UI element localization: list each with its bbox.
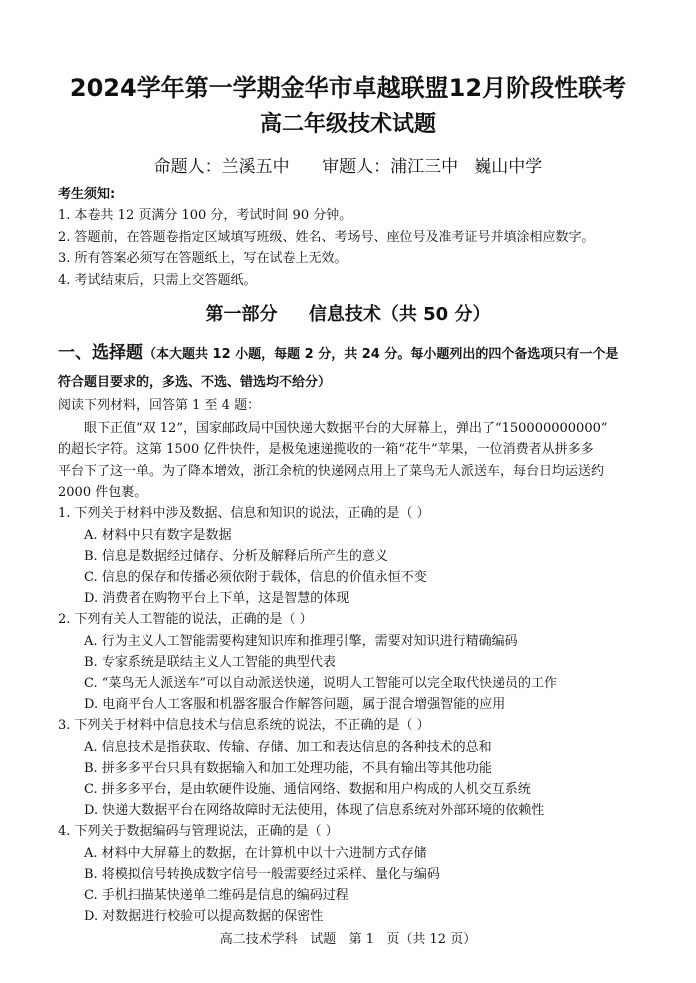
- authors-line: 命题人：兰溪五中 审题人：浦江三中 巍山中学: [153, 157, 543, 177]
- question-option: D. 快递大数据平台在网络故障时无法使用，体现了信息系统对外部环境的依赖性: [84, 803, 545, 818]
- question-option: A. 材料中大屏幕上的数据，在计算机中以十六进制方式存储: [84, 846, 427, 861]
- reading-intro: 阅读下列材料，回答第 1 至 4 题：: [58, 398, 261, 413]
- passage-line: 的超长字符。这第 1500 亿件快件，是极兔速递揽收的一箱“花牛”苹果，一位消费者从拼多多: [58, 442, 594, 457]
- mcq-heading-instructions: （本大题共 12 小题，每题 2 分，共 24 分。每小题列出的四个备选项只有一个是: [143, 347, 619, 362]
- mcq-heading: [58, 344, 618, 364]
- question-stem: 2. 下列有关人工智能的说法，正确的是（ ）: [58, 612, 313, 627]
- exam-subtitle: 高二年级技术试题: [259, 112, 436, 137]
- question-option: A. 材料中只有数字是数据: [84, 528, 232, 543]
- exam-title: 2024学年第一学期金华市卓越联盟12月阶段性联考: [69, 74, 627, 102]
- question-option: B. 拼多多平台只具有数据输入和加工处理功能，不具有输出等其他功能: [84, 761, 492, 776]
- passage-line: 平台下了这一单。为了降本增效，浙江余杭的快递网点用上了菜鸟无人派送车，每台日均运送约: [58, 464, 605, 479]
- question-option: D. 电商平台人工客服和机器客服合作解答问题，属于混合增强智能的应用: [84, 697, 506, 712]
- question-option: B. 专家系统是联结主义人工智能的典型代表: [84, 655, 336, 670]
- question-option: B. 将模拟信号转换成数字信号一般需要经过采样、量化与编码: [84, 867, 440, 882]
- question-option: A. 信息技术是指获取、传输、存储、加工和表达信息的各种技术的总和: [84, 740, 492, 755]
- question-option: C. 信息的保存和传播必须依附于载体，信息的价值永恒不变: [84, 570, 427, 585]
- question-option: B. 信息是数据经过储存、分析及解释后所产生的意义: [84, 549, 388, 564]
- question-stem: 3. 下列关于材料中信息技术与信息系统的说法，不正确的是（ ）: [58, 718, 430, 733]
- question-option: C. 拼多多平台，是由软硬件设施、通信网络、数据和用户构成的人机交互系统: [84, 782, 531, 797]
- question-stem: 4. 下列关于数据编码与管理说法，正确的是（ ）: [58, 824, 339, 839]
- notice-item: 2. 答题前，在答题卷指定区域填写班级、姓名、考场号、座位号及准考证号并填涂相应数字。: [58, 230, 595, 245]
- question-option: D. 对数据进行校验可以提高数据的保密性: [84, 909, 324, 924]
- question-option: D. 消费者在购物平台上下单，这是智慧的体现: [84, 591, 350, 606]
- page-footer: 高二技术学科 试题 第 1 页（共 12 页）: [219, 932, 477, 947]
- question-option: C. 手机扫描某快递单二维码是信息的编码过程: [84, 888, 349, 903]
- notice-item: 1. 本卷共 12 页满分 100 分，考试时间 90 分钟。: [58, 208, 353, 223]
- passage-line: 眼下正值“双 12”，国家邮政局中国快递大数据平台的大屏幕上，弹出了“150000000000”: [84, 421, 608, 436]
- mcq-heading-main: 一、选择题: [58, 343, 143, 363]
- notice-heading: 考生须知:: [58, 187, 116, 202]
- mcq-heading-continued: 符合题目要求的，多选、不选、错选均不给分）: [58, 375, 332, 390]
- question-option: A. 行为主义人工智能需要构建知识库和推理引擎，需要对知识进行精确编码: [84, 634, 518, 649]
- question-option: C. “菜鸟无人派送车”可以自动派送快递，说明人工智能可以完全取代快递员的工作: [84, 676, 558, 691]
- notice-item: 3. 所有答案必须写在答题纸上，写在试卷上无效。: [58, 251, 348, 266]
- notice-item: 4. 考试结束后，只需上交答题纸。: [58, 273, 257, 288]
- section-title: 第一部分 信息技术（共 50 分）: [205, 304, 491, 325]
- passage-line: 2000 件包裹。: [58, 485, 148, 500]
- question-stem: 1. 下列关于材料中涉及数据、信息和知识的说法，正确的是（ ）: [58, 506, 430, 521]
